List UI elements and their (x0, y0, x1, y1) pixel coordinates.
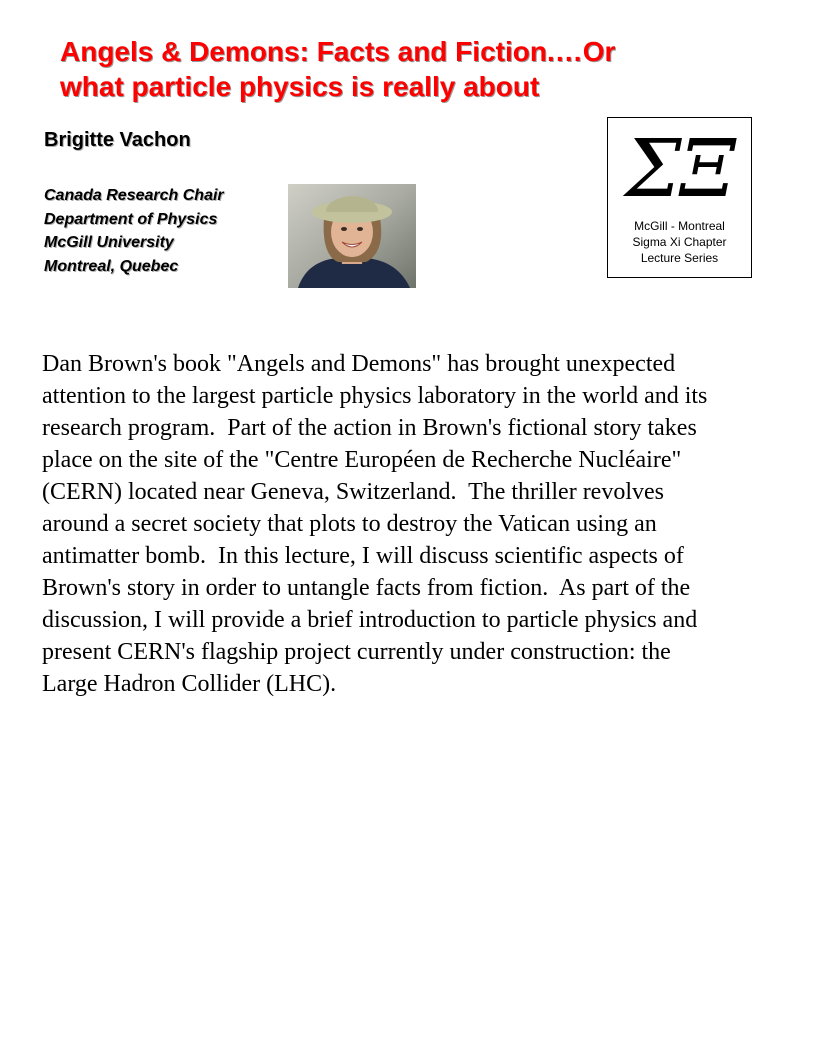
abstract-line: antimatter bomb. In this lecture, I will discuss scientific aspects of (42, 543, 684, 569)
lecture-abstract (42, 348, 812, 700)
abstract-line: present CERN's flagship project currently under construction: the (42, 639, 671, 665)
speaker-affiliation (44, 184, 224, 278)
abstract-line: (CERN) located near Geneva, Switzerland. The thriller revolves (42, 479, 664, 505)
speaker-name: Brigitte Vachon (44, 129, 191, 151)
logo-caption-line: Sigma Xi Chapter (632, 235, 727, 249)
sigma-xi-logo (607, 117, 752, 278)
abstract-line: attention to the largest particle physics laboratory in the world and its (42, 383, 708, 409)
abstract-line: discussion, I will provide a brief introduction to particle physics and (42, 607, 698, 633)
abstract-line: Brown's story in order to untangle facts from fiction. As part of the (42, 575, 691, 601)
title-line-2: what particle physics is really about (60, 71, 540, 102)
affiliation-line: Canada Research Chair (44, 187, 224, 204)
abstract-line: Large Hadron Collider (LHC). (42, 671, 337, 697)
page-title (60, 34, 760, 104)
logo-caption (608, 218, 751, 266)
affiliation-line: Department of Physics (44, 210, 218, 228)
title-line-1: Angels & Demons: Facts and Fiction.…Or (60, 36, 616, 67)
logo-caption-line: McGill - Montreal (634, 219, 725, 233)
sigma-xi-glyphs: ΣΞ (625, 122, 734, 215)
abstract-line: around a secret society that plots to destroy the Vatican using an (42, 511, 657, 537)
abstract-line: place on the site of the "Centre Européen de Recherche Nucléaire" (42, 447, 682, 473)
affiliation-line: McGill University (44, 234, 174, 251)
speaker-portrait-image (288, 184, 416, 288)
affiliation-line: Montreal, Quebec (44, 257, 179, 275)
logo-caption-line: Lecture Series (640, 251, 719, 265)
abstract-line: Dan Brown's book "Angels and Demons" has brought unexpected (42, 351, 676, 377)
abstract-line: research program. Part of the action in Brown's fictional story takes (42, 415, 697, 441)
speaker-photo (288, 184, 416, 288)
